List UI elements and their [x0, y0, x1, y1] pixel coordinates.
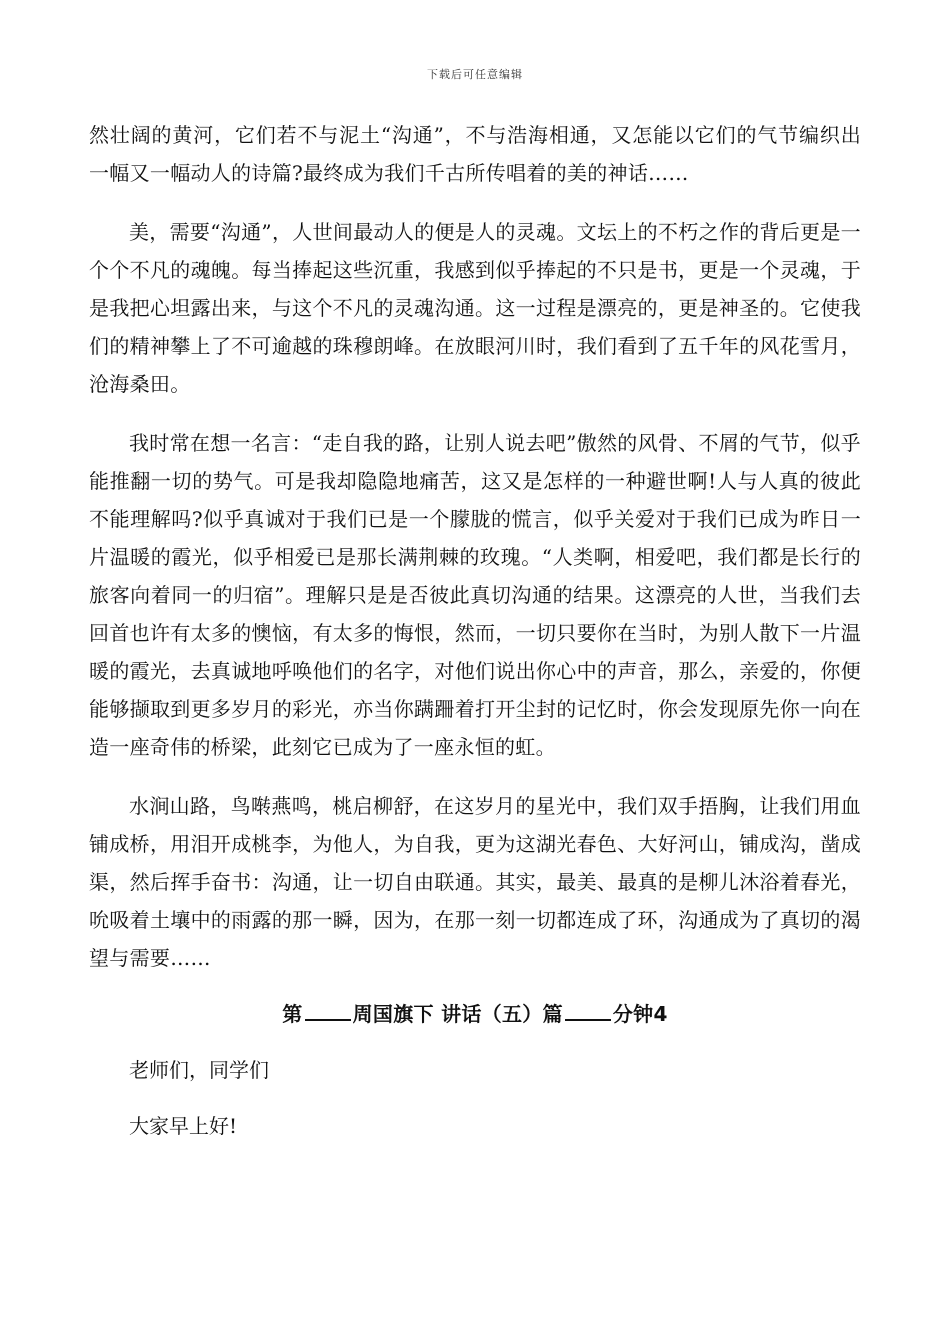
paragraph-1: 然壮阔的黄河，它们若不与泥土“沟通”，不与浩海相通，又怎能以它们的气节编织出一幅又一幅动人的诗篇?最终成为我们千古所传唱着的美的神话…… [89, 123, 861, 185]
greeting-line-1: 老师们，同学们 [129, 1058, 269, 1082]
title-part-1: 第 [282, 1002, 303, 1026]
title-part-2: 周国旗下 讲话（五）篇 [352, 1002, 563, 1026]
title-part-3: 分钟4 [612, 1002, 668, 1026]
paragraph-4: 水涧山路，鸟啭燕鸣，桃启柳舒，在这岁月的星光中，我们双手捂胸，让我们用血铺成桥，用泪开成桃李，为他人，为自我，更为这湖光春色、大好河山，铺成沟，凿成渠，然后挥手奋书：沟通，让一切自由联通。其实，最美、最真的是柳儿沐浴着春光，吮吸着土壤中的雨露的那一瞬，因为，在那一刻一切都连成了环，沟通成为了真切的渴望与需要…… [89, 794, 861, 970]
title-blank-1 [305, 999, 351, 1021]
section-title [89, 995, 861, 1033]
greeting-line-2: 大家早上好! [129, 1114, 238, 1138]
paragraph-3: 我时常在想一名言：“走自我的路，让别人说去吧”傲然的风骨、不屑的气节，似乎能推翻一切的势气。可是我却隐隐地痛苦，这又是怎样的一种避世啊!人与人真的彼此不能理解吗?似乎真诚对于我们已是一个朦胧的慌言，似乎关爱对于我们已成为昨日一片温暖的霞光，似乎相爱已是那长满荆棘的玫瑰。“人类啊，相爱吧，我们都是长行的旅客向着同一的归宿”。理解只是是否彼此真切沟通的结果。这漂亮的人世，当我们去回首也许有太多的懊恼，有太多的悔恨，然而，一切只要你在当时，为别人散下一片温暖的霞光，去真诚地呼唤他们的名字，对他们说出你心中的声音，那么，亲爱的，你便能够撷取到更多岁月的彩光，亦当你蹒跚着打开尘封的记忆时，你会发现原先你一向在造一座奇伟的桥梁，此刻它已成为了一座永恒的虹。 [89, 431, 861, 759]
document-body [89, 116, 861, 1145]
page-header: 下载后可任意编辑 [427, 68, 523, 81]
title-blank-2 [565, 999, 611, 1021]
paragraph-2: 美，需要“沟通”，人世间最动人的便是人的灵魂。文坛上的不朽之作的背后更是一个个不凡的魂魄。每当捧起这些沉重，我感到似乎捧起的不只是书，更是一个灵魂，于是我把心坦露出来，与这个不凡的灵魂沟通。这一过程是漂亮的，更是神圣的。它使我们的精神攀上了不可逾越的珠穆朗峰。在放眼河川时，我们看到了五千年的风花雪月，沧海桑田。 [89, 220, 861, 396]
